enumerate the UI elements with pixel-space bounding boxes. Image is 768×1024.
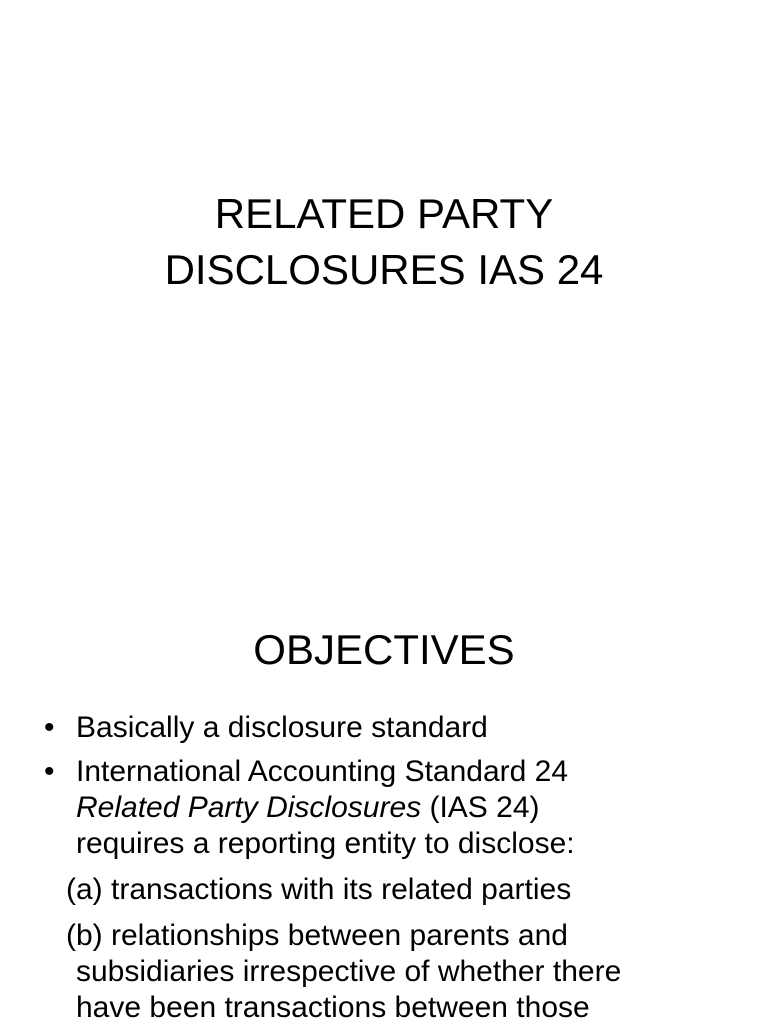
- slide-title-text: [0, 186, 768, 298]
- standard-name: Related Party Disclosures: [76, 791, 422, 824]
- slide-objectives: [0, 570, 768, 1024]
- bullet-text-line-2: [76, 790, 768, 826]
- objectives-heading: OBJECTIVES: [253, 626, 515, 673]
- sub-item-b-line-1: (b) relationships between parents and: [66, 919, 568, 952]
- sub-item-a: [0, 872, 768, 908]
- sub-item-b: [0, 918, 768, 1024]
- bullet-list: [0, 710, 768, 1024]
- standard-code: (IAS 24): [421, 791, 540, 824]
- sub-item-b-line-2: subsidiaries irrespective of whether there: [76, 955, 622, 988]
- bullet-item-disclosure-standard: [0, 710, 768, 746]
- bullet-item-ias24: [0, 754, 768, 862]
- bullet-text-line-3: requires a reporting entity to disclose:: [76, 827, 575, 860]
- sub-item-b-line-3: have been transactions between those: [76, 991, 590, 1024]
- bullet-dot-icon: •: [44, 711, 55, 744]
- bullet-text: Basically a disclosure standard: [76, 711, 488, 744]
- title-line-1: RELATED PARTY: [214, 190, 554, 237]
- sub-item-a-text: (a) transactions with its related parties: [66, 873, 572, 906]
- bullet-text-line-1: International Accounting Standard 24: [76, 755, 569, 788]
- bullet-dot-icon: •: [44, 755, 55, 788]
- title-line-2: DISCLOSURES IAS 24: [164, 246, 604, 293]
